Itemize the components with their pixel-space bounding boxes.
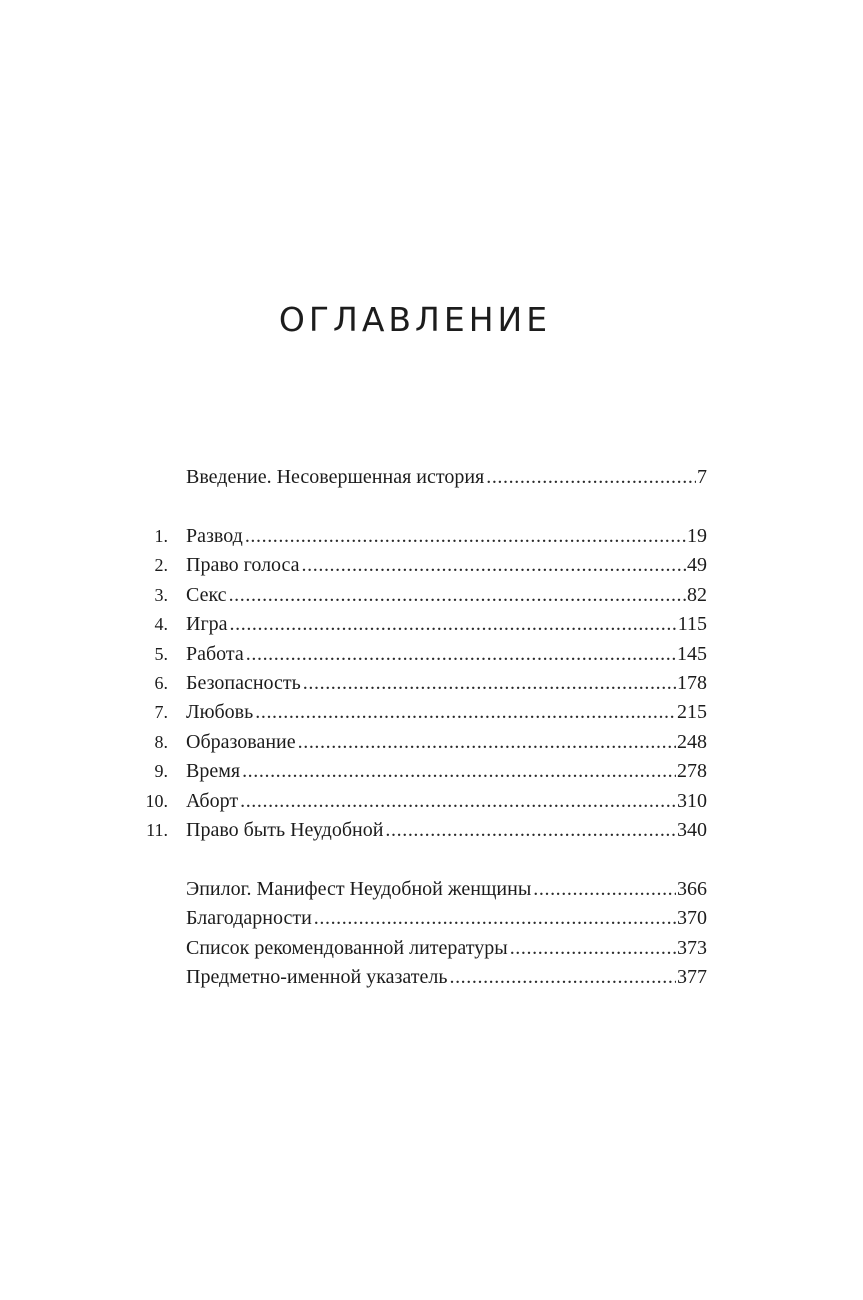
toc-entry-chapter-8 (0, 728, 863, 757)
chapter-number: 10. (145, 790, 168, 811)
toc-entry-body (186, 875, 707, 904)
toc-entry-chapter-10 (0, 787, 863, 816)
toc-entry-body (186, 904, 707, 933)
toc-intro-group (0, 463, 863, 492)
toc-entry-title: Образование (186, 730, 296, 753)
toc-entry-body (186, 728, 707, 757)
page-title: ОГЛАВЛЕНИЕ (278, 300, 552, 339)
chapter-number: 5. (154, 643, 168, 664)
toc-page-number: 310 (677, 789, 707, 812)
toc-entry-title: Право голоса (186, 554, 300, 577)
chapter-number: 3. (154, 584, 168, 605)
dot-leader (314, 904, 676, 933)
dot-leader (245, 522, 686, 551)
toc-entry-title: Любовь (186, 701, 254, 724)
toc-entry-chapter-11 (0, 816, 863, 845)
toc-entry-chapter-5 (0, 640, 863, 669)
toc-page-number: 7 (697, 466, 707, 488)
dot-leader (246, 640, 676, 669)
toc-page-number: 340 (677, 818, 707, 841)
toc-entry-title: Благодарности (186, 907, 312, 930)
dot-leader (230, 610, 677, 639)
dot-leader (303, 669, 676, 698)
toc-page-number: 49 (687, 554, 707, 577)
dot-leader (385, 816, 676, 845)
chapter-number: 7. (154, 702, 168, 723)
dot-leader (510, 934, 676, 963)
toc-page-number: 366 (677, 878, 707, 900)
toc-entry-title: Развод (186, 525, 243, 547)
chapter-number: 4. (154, 614, 168, 635)
toc-entry-title: Секс (186, 583, 227, 606)
toc-entry-chapter-2 (0, 551, 863, 580)
dot-leader (298, 728, 676, 757)
dot-leader (255, 698, 676, 727)
dot-leader (486, 463, 696, 492)
toc-page-number: 145 (677, 642, 707, 665)
toc-entry-body (186, 787, 707, 816)
toc-entry-body (186, 698, 707, 727)
toc-entry-body (186, 610, 707, 639)
toc-page-number: 248 (677, 730, 707, 753)
dot-leader (240, 787, 676, 816)
chapter-number: 1. (154, 526, 168, 546)
toc-entry-title: Безопасность (186, 671, 301, 694)
toc-entry-chapter-7 (0, 698, 863, 727)
toc-entry-body (186, 816, 707, 845)
toc-entry-title: Список рекомендованной литературы (186, 936, 508, 959)
toc-entry-body (186, 757, 707, 786)
toc-entry-chapter-3 (0, 581, 863, 610)
dot-leader (533, 875, 676, 904)
toc-page-number: 373 (677, 936, 707, 959)
toc-entry-acknowledgements (0, 904, 863, 933)
toc-entry-body (186, 522, 707, 551)
dot-leader (242, 757, 676, 786)
toc-page-number: 115 (677, 613, 707, 636)
dot-leader (229, 581, 686, 610)
toc-entry-title: Аборт (186, 789, 239, 812)
toc-entry-title: Эпилог. Манифест Неудобной женщины (186, 878, 532, 900)
toc-chapters-group (0, 522, 863, 845)
chapter-number: 9. (154, 761, 168, 782)
toc-entry-title: Работа (186, 642, 244, 665)
toc-page-number: 215 (677, 701, 707, 724)
toc-page-number: 19 (687, 525, 707, 547)
toc-page-number: 178 (677, 671, 707, 694)
chapter-number: 2. (154, 555, 168, 576)
toc-entry-index (0, 963, 863, 992)
dot-leader (302, 551, 686, 580)
toc-entry-body (186, 581, 707, 610)
toc-back-matter-group (0, 875, 863, 993)
toc-entry-chapter-4 (0, 610, 863, 639)
toc-page-number: 370 (677, 907, 707, 930)
toc-entry-chapter-1 (0, 522, 863, 551)
toc-entry-body (186, 640, 707, 669)
toc-entry-body (186, 669, 707, 698)
toc-entry-title: Игра (186, 613, 228, 636)
chapter-number: 6. (154, 672, 168, 693)
toc-entry-title: Введение. Несовершенная история (186, 466, 485, 488)
toc-entry-chapter-6 (0, 669, 863, 698)
toc-page-number: 377 (677, 966, 707, 989)
toc-entry-title: Предметно-именной указатель (186, 966, 448, 989)
dot-leader (449, 963, 676, 992)
toc-entry-reading-list (0, 934, 863, 963)
toc-entry-body (186, 463, 707, 492)
toc-entry-epilogue (0, 875, 863, 904)
toc-page-number: 82 (687, 583, 707, 606)
toc-page-number: 278 (677, 760, 707, 783)
toc-entry-body (186, 934, 707, 963)
toc-entry-title: Право быть Неудобной (186, 818, 384, 841)
toc-entry-chapter-9 (0, 757, 863, 786)
toc-entry-title: Время (186, 760, 241, 783)
toc-entry-body (186, 551, 707, 580)
chapter-number: 11. (146, 819, 168, 840)
toc-entry-introduction (0, 463, 863, 492)
toc-entry-body (186, 963, 707, 992)
chapter-number: 8. (154, 731, 168, 752)
